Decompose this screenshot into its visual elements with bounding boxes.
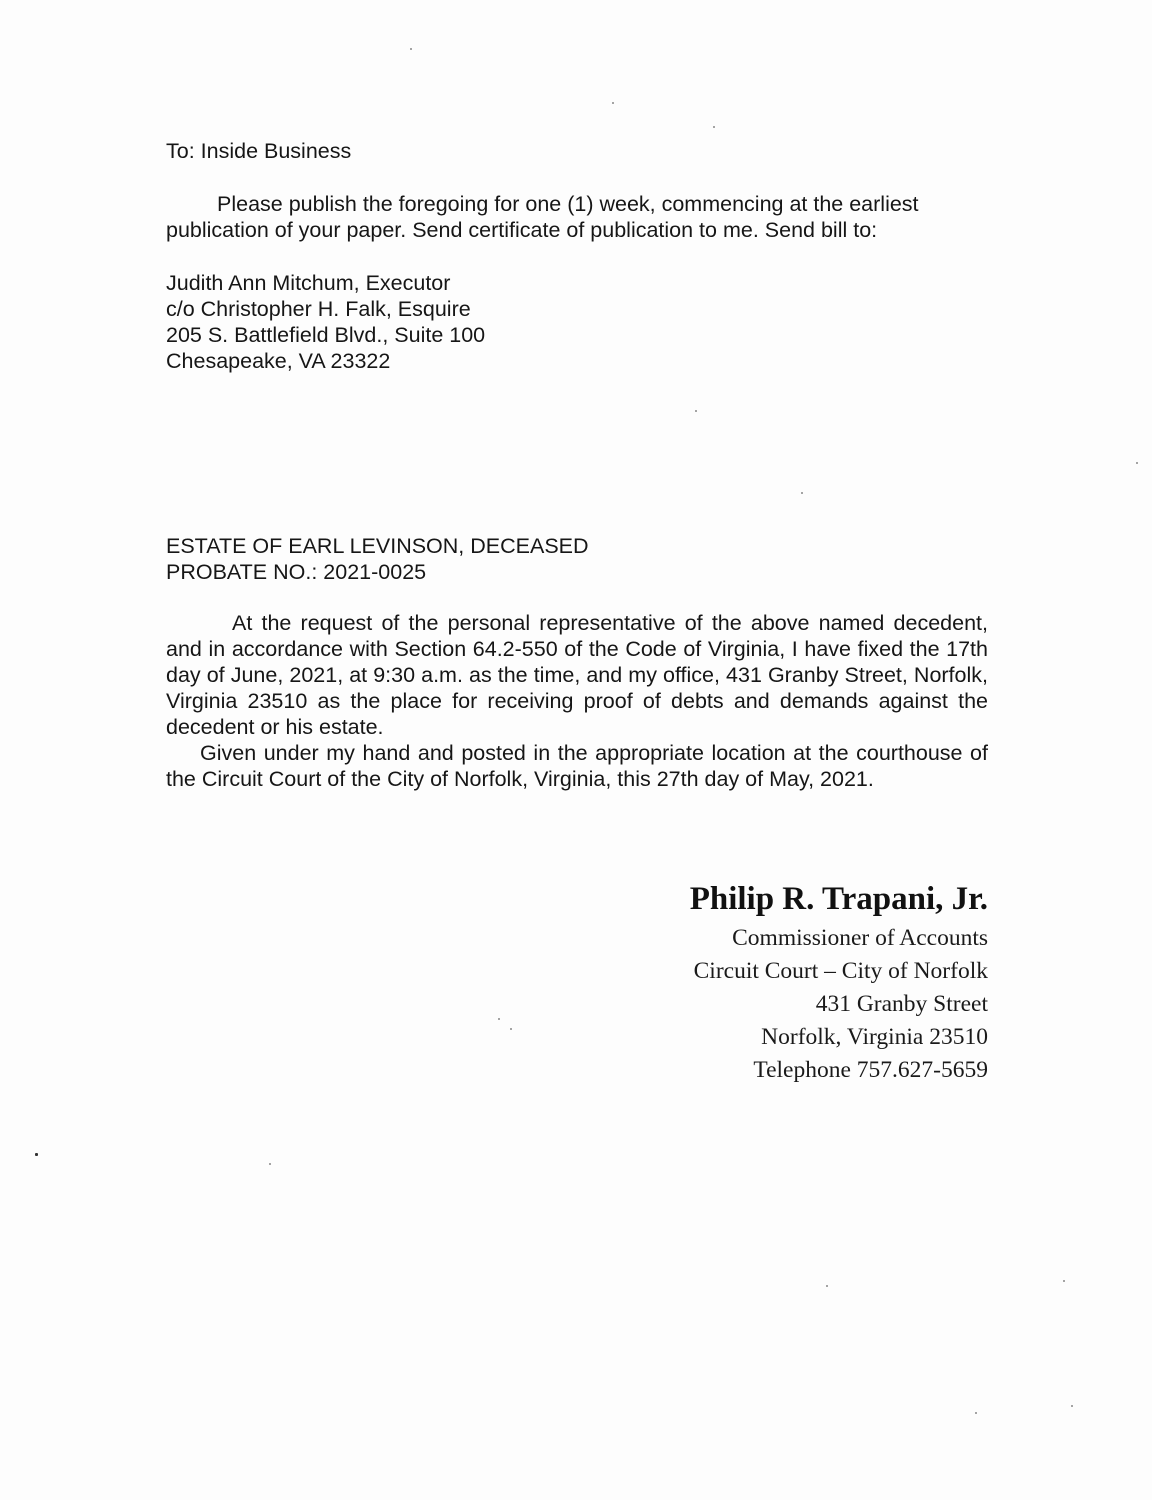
scan-speck — [695, 410, 697, 412]
signer-telephone: Telephone 757.627-5659 — [753, 1057, 988, 1083]
bill-to-city: Chesapeake, VA 23322 — [166, 349, 391, 373]
signature-block — [690, 876, 988, 1087]
notice-paragraph-2: Given under my hand and posted in the appropriate location at the courthouse of the Circuit Court of the City of Norfolk, Virginia, this 27th day of May, 2021. — [166, 741, 988, 791]
bill-to-care-of: c/o Christopher H. Falk, Esquire — [166, 297, 471, 321]
notice-paragraph-1: At the request of the personal representative of the above named decedent, and in accordance with Section 64.2-550 of the Code of Virginia, I have fixed the 17th day of June, 2021, at 9:30 a.m. as the time, and my office, 431 Granby Street, Norfolk, Virginia 23510 as the place for receiving proof of debts and demands against the decedent or his estate. — [166, 611, 988, 739]
scan-speck — [269, 1163, 271, 1165]
scan-speck — [498, 1018, 500, 1020]
instruction-line-2: publication of your paper. Send certificate of publication to me. Send bill to: — [166, 218, 878, 242]
publication-instruction — [166, 191, 966, 243]
to-line-text: To: Inside Business — [166, 139, 352, 163]
notice-body — [166, 610, 988, 792]
instruction-line-1: Please publish the foregoing for one (1) week, commencing at the earliest — [217, 192, 919, 216]
scan-speck — [1136, 462, 1138, 464]
signer-city: Norfolk, Virginia 23510 — [761, 1024, 988, 1050]
scan-speck — [713, 126, 715, 128]
scan-speck — [826, 1285, 828, 1287]
scan-speck — [35, 1153, 38, 1156]
signer-street: 431 Granby Street — [815, 991, 988, 1017]
scan-speck — [1063, 1280, 1065, 1282]
scan-speck — [975, 1412, 977, 1414]
scan-speck — [410, 48, 412, 50]
signer-title: Commissioner of Accounts — [732, 925, 988, 951]
estate-caption — [166, 533, 589, 585]
bill-to-street: 205 S. Battlefield Blvd., Suite 100 — [166, 323, 486, 347]
signer-name: Philip R. Trapani, Jr. — [689, 881, 988, 917]
probate-number: PROBATE NO.: 2021-0025 — [166, 560, 427, 584]
bill-to-address — [166, 270, 485, 374]
scan-speck — [1071, 1405, 1073, 1407]
bill-to-name: Judith Ann Mitchum, Executor — [166, 271, 451, 295]
addressee-line — [166, 138, 351, 164]
scan-speck — [510, 1028, 512, 1030]
scan-speck — [612, 102, 614, 104]
scan-speck — [801, 492, 803, 494]
signer-court: Circuit Court – City of Norfolk — [693, 958, 988, 984]
estate-title: ESTATE OF EARL LEVINSON, DECEASED — [166, 534, 589, 558]
